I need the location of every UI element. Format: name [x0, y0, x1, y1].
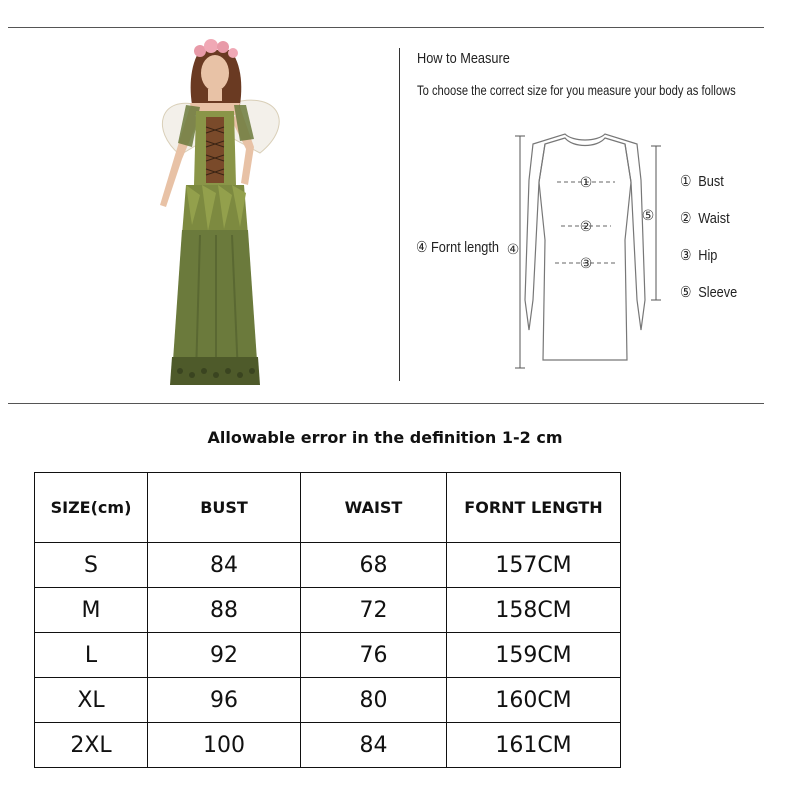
cell-size: M — [35, 588, 148, 633]
section-divider — [399, 48, 400, 381]
cell-bust: 92 — [148, 633, 301, 678]
waist-marker: ② — [579, 219, 593, 235]
cell-waist: 72 — [301, 588, 447, 633]
guide-subtitle: To choose the correct size for you measure your body as follows — [417, 82, 736, 98]
legend-item-waist: ② Waist — [680, 210, 730, 227]
cell-size: 2XL — [35, 723, 148, 768]
cell-waist: 68 — [301, 543, 447, 588]
cell-front-length: 160CM — [447, 678, 621, 723]
cell-bust: 88 — [148, 588, 301, 633]
cell-size: XL — [35, 678, 148, 723]
bust-marker: ① — [579, 175, 593, 191]
legend-item-sleeve: ⑤ Sleeve — [680, 284, 738, 301]
legend-item-hip: ③ Hip — [680, 247, 718, 264]
size-table — [34, 472, 621, 768]
sleeve-marker: ⑤ — [641, 208, 655, 224]
table-row — [35, 543, 621, 588]
cell-size: L — [35, 633, 148, 678]
legend-item-bust: ① Bust — [680, 173, 724, 190]
table-row — [35, 723, 621, 768]
guide-title: How to Measure — [417, 50, 510, 67]
tolerance-note: Allowable error in the definition 1-2 cm — [207, 428, 563, 447]
header-front-length: FORNT LENGTH — [447, 473, 621, 543]
cell-waist: 76 — [301, 633, 447, 678]
front-length-marker: ④ — [506, 242, 520, 258]
cell-waist: 80 — [301, 678, 447, 723]
cell-front-length: 158CM — [447, 588, 621, 633]
table-row — [35, 678, 621, 723]
middle-divider — [8, 403, 764, 404]
header-size: SIZE(cm) — [35, 473, 148, 543]
cell-bust: 84 — [148, 543, 301, 588]
header-waist: WAIST — [301, 473, 447, 543]
cell-bust: 96 — [148, 678, 301, 723]
cell-size: S — [35, 543, 148, 588]
table-header-row — [35, 473, 621, 543]
cell-front-length: 161CM — [447, 723, 621, 768]
cell-front-length: 159CM — [447, 633, 621, 678]
hip-marker: ③ — [579, 256, 593, 272]
model-photo — [120, 35, 310, 395]
cell-bust: 100 — [148, 723, 301, 768]
front-length-label: ④ Fornt length — [416, 239, 500, 256]
face — [201, 55, 229, 91]
cell-waist: 84 — [301, 723, 447, 768]
cell-front-length: 157CM — [447, 543, 621, 588]
lace-hem — [170, 357, 260, 385]
corset-lacing — [206, 117, 224, 183]
table-row — [35, 633, 621, 678]
table-row — [35, 588, 621, 633]
top-divider — [8, 27, 764, 28]
header-bust: BUST — [148, 473, 301, 543]
